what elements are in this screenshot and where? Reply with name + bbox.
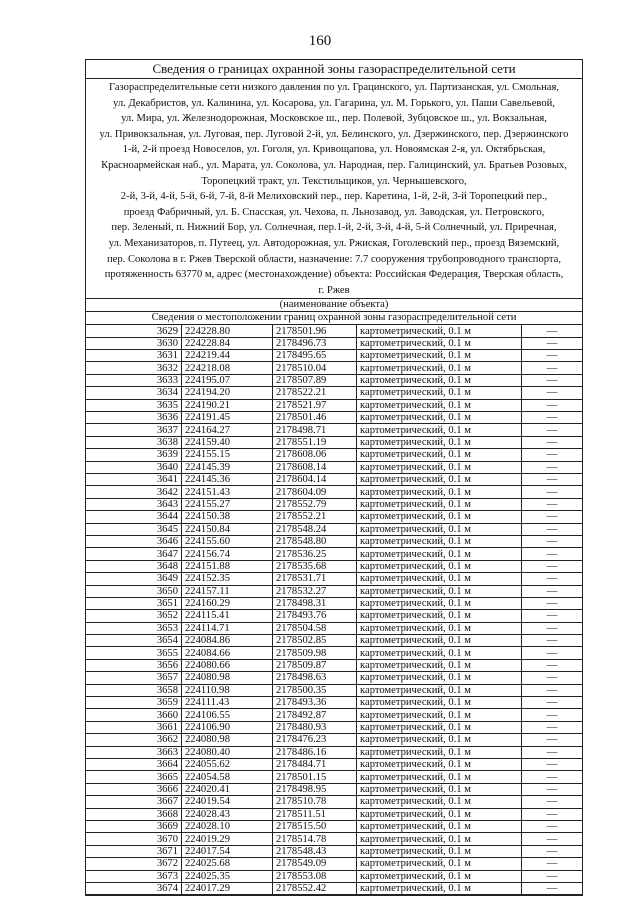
table-row bbox=[86, 350, 582, 362]
point-number-cell: 3630 bbox=[86, 337, 182, 349]
extra-cell: — bbox=[522, 610, 583, 622]
method-cell: картометрический, 0.1 м bbox=[357, 882, 522, 894]
y-coordinate-cell: 2178507.89 bbox=[273, 374, 357, 386]
method-cell: картометрический, 0.1 м bbox=[357, 746, 522, 758]
object-description bbox=[86, 79, 582, 298]
table-row bbox=[86, 858, 582, 870]
x-coordinate-cell: 224111.43 bbox=[182, 697, 273, 709]
x-coordinate-cell: 224020.41 bbox=[182, 783, 273, 795]
y-coordinate-cell: 2178500.35 bbox=[273, 684, 357, 696]
method-cell: картометрический, 0.1 м bbox=[357, 721, 522, 733]
point-number-cell: 3662 bbox=[86, 734, 182, 746]
method-cell: картометрический, 0.1 м bbox=[357, 325, 522, 337]
extra-cell: — bbox=[522, 412, 583, 424]
page-number: 160 bbox=[308, 33, 332, 49]
extra-cell: — bbox=[522, 560, 583, 572]
y-coordinate-cell: 2178531.71 bbox=[273, 573, 357, 585]
method-cell: картометрический, 0.1 м bbox=[357, 474, 522, 486]
table-row bbox=[86, 560, 582, 572]
extra-cell: — bbox=[522, 498, 583, 510]
point-number-cell: 3655 bbox=[86, 647, 182, 659]
y-coordinate-cell: 2178522.21 bbox=[273, 387, 357, 399]
table-row bbox=[86, 399, 582, 411]
method-cell: картометрический, 0.1 м bbox=[357, 647, 522, 659]
table-row bbox=[86, 498, 582, 510]
document-box bbox=[85, 59, 583, 896]
method-cell: картометрический, 0.1 м bbox=[357, 758, 522, 770]
extra-cell: — bbox=[522, 647, 583, 659]
method-cell: картометрический, 0.1 м bbox=[357, 734, 522, 746]
point-number-cell: 3657 bbox=[86, 672, 182, 684]
table-row bbox=[86, 783, 582, 795]
point-number-cell: 3671 bbox=[86, 845, 182, 857]
y-coordinate-cell: 2178548.43 bbox=[273, 845, 357, 857]
x-coordinate-cell: 224106.55 bbox=[182, 709, 273, 721]
y-coordinate-cell: 2178548.80 bbox=[273, 535, 357, 547]
extra-cell: — bbox=[522, 325, 583, 337]
extra-cell: — bbox=[522, 808, 583, 820]
description-line: Торопецкий тракт, ул. Текстильщиков, ул. Чернышевского, bbox=[201, 175, 467, 187]
table-row bbox=[86, 635, 582, 647]
y-coordinate-cell: 2178501.96 bbox=[273, 325, 357, 337]
description-line: Газораспределительные сети низкого давления по ул. Грацинского, ул. Партизанская, ул. Смольная, bbox=[108, 82, 560, 93]
method-cell: картометрический, 0.1 м bbox=[357, 461, 522, 473]
extra-cell: — bbox=[522, 783, 583, 795]
point-number-cell: 3663 bbox=[86, 746, 182, 758]
point-number-cell: 3632 bbox=[86, 362, 182, 374]
x-coordinate-cell: 224054.58 bbox=[182, 771, 273, 783]
x-coordinate-cell: 224084.86 bbox=[182, 635, 273, 647]
method-cell: картометрический, 0.1 м bbox=[357, 635, 522, 647]
point-number-cell: 3635 bbox=[86, 399, 182, 411]
x-coordinate-cell: 224084.66 bbox=[182, 647, 273, 659]
point-number-cell: 3666 bbox=[86, 783, 182, 795]
y-coordinate-cell: 2178521.97 bbox=[273, 399, 357, 411]
table-row bbox=[86, 758, 582, 770]
point-number-cell: 3668 bbox=[86, 808, 182, 820]
point-number-cell: 3642 bbox=[86, 486, 182, 498]
point-number-cell: 3652 bbox=[86, 610, 182, 622]
table-row bbox=[86, 486, 582, 498]
y-coordinate-cell: 2178553.08 bbox=[273, 870, 357, 882]
x-coordinate-cell: 224028.43 bbox=[182, 808, 273, 820]
x-coordinate-cell: 224151.88 bbox=[182, 560, 273, 572]
x-coordinate-cell: 224019.29 bbox=[182, 833, 273, 845]
table-row bbox=[86, 672, 582, 684]
table-row bbox=[86, 833, 582, 845]
y-coordinate-cell: 2178510.78 bbox=[273, 796, 357, 808]
point-number-cell: 3639 bbox=[86, 449, 182, 461]
table-row bbox=[86, 374, 582, 386]
method-cell: картометрический, 0.1 м bbox=[357, 511, 522, 523]
y-coordinate-cell: 2178504.58 bbox=[273, 622, 357, 634]
table-row bbox=[86, 771, 582, 783]
extra-cell: — bbox=[522, 771, 583, 783]
y-coordinate-cell: 2178501.46 bbox=[273, 412, 357, 424]
table-row bbox=[86, 734, 582, 746]
table-row bbox=[86, 622, 582, 634]
x-coordinate-cell: 224115.41 bbox=[182, 610, 273, 622]
x-coordinate-cell: 224219.44 bbox=[182, 350, 273, 362]
method-cell: картометрический, 0.1 м bbox=[357, 498, 522, 510]
description-line: Красноармейская наб., ул. Марата, ул. Соколова, ул. Народная, пер. Галицинский, ул. Братьев Розовых, bbox=[101, 159, 567, 171]
method-cell: картометрический, 0.1 м bbox=[357, 783, 522, 795]
table-row bbox=[86, 746, 582, 758]
y-coordinate-cell: 2178511.51 bbox=[273, 808, 357, 820]
table-row bbox=[86, 573, 582, 585]
x-coordinate-cell: 224159.40 bbox=[182, 436, 273, 448]
y-coordinate-cell: 2178510.04 bbox=[273, 362, 357, 374]
method-cell: картометрический, 0.1 м bbox=[357, 449, 522, 461]
point-number-cell: 3636 bbox=[86, 412, 182, 424]
point-number-cell: 3640 bbox=[86, 461, 182, 473]
table-row bbox=[86, 845, 582, 857]
point-number-cell: 3641 bbox=[86, 474, 182, 486]
extra-cell: — bbox=[522, 858, 583, 870]
point-number-cell: 3646 bbox=[86, 535, 182, 547]
extra-cell: — bbox=[522, 870, 583, 882]
point-number-cell: 3670 bbox=[86, 833, 182, 845]
y-coordinate-cell: 2178535.68 bbox=[273, 560, 357, 572]
extra-cell: — bbox=[522, 486, 583, 498]
extra-cell: — bbox=[522, 511, 583, 523]
x-coordinate-cell: 224156.74 bbox=[182, 548, 273, 560]
point-number-cell: 3634 bbox=[86, 387, 182, 399]
table-row bbox=[86, 449, 582, 461]
table-row bbox=[86, 597, 582, 609]
table-row bbox=[86, 684, 582, 696]
point-number-cell: 3672 bbox=[86, 858, 182, 870]
description-line: г. Ржев bbox=[318, 284, 350, 296]
extra-cell: — bbox=[522, 758, 583, 770]
y-coordinate-cell: 2178548.24 bbox=[273, 523, 357, 535]
extra-cell: — bbox=[522, 585, 583, 597]
extra-cell: — bbox=[522, 833, 583, 845]
method-cell: картометрический, 0.1 м bbox=[357, 659, 522, 671]
table-row bbox=[86, 870, 582, 882]
x-coordinate-cell: 224160.29 bbox=[182, 597, 273, 609]
y-coordinate-cell: 2178608.06 bbox=[273, 449, 357, 461]
description-line: ул. Мира, ул. Железнодорожная, Московское ш., пер. Полевой, Зубцовское ш., ул. Вокзальная, bbox=[121, 113, 547, 125]
x-coordinate-cell: 224164.27 bbox=[182, 424, 273, 436]
method-cell: картометрический, 0.1 м bbox=[357, 337, 522, 349]
point-number-cell: 3659 bbox=[86, 697, 182, 709]
extra-cell: — bbox=[522, 746, 583, 758]
y-coordinate-cell: 2178492.87 bbox=[273, 709, 357, 721]
table-row bbox=[86, 325, 582, 337]
extra-cell: — bbox=[522, 882, 583, 894]
extra-cell: — bbox=[522, 548, 583, 560]
description-line: 1-й, 2-й проезд Новоселов, ул. Гоголя, ул. Кривощапова, ул. Новоямская 2-я, ул. Октябрьская, bbox=[122, 144, 546, 156]
y-coordinate-cell: 2178498.63 bbox=[273, 672, 357, 684]
table-row bbox=[86, 412, 582, 424]
table-row bbox=[86, 424, 582, 436]
x-coordinate-cell: 224080.66 bbox=[182, 659, 273, 671]
extra-cell: — bbox=[522, 597, 583, 609]
table-row bbox=[86, 820, 582, 832]
table-row bbox=[86, 337, 582, 349]
method-cell: картометрический, 0.1 м bbox=[357, 870, 522, 882]
y-coordinate-cell: 2178502.85 bbox=[273, 635, 357, 647]
x-coordinate-cell: 224080.40 bbox=[182, 746, 273, 758]
y-coordinate-cell: 2178532.27 bbox=[273, 585, 357, 597]
y-coordinate-cell: 2178498.95 bbox=[273, 783, 357, 795]
description-line: проезд Фабричный, ул. Б. Спасская, ул. Чехова, п. Льнозавод, ул. Заводская, ул. Петровского, bbox=[123, 206, 545, 218]
method-cell: картометрический, 0.1 м bbox=[357, 362, 522, 374]
method-cell: картометрический, 0.1 м bbox=[357, 585, 522, 597]
x-coordinate-cell: 224194.20 bbox=[182, 387, 273, 399]
table-row bbox=[86, 882, 582, 894]
point-number-cell: 3643 bbox=[86, 498, 182, 510]
table-row bbox=[86, 659, 582, 671]
extra-cell: — bbox=[522, 734, 583, 746]
table-row bbox=[86, 721, 582, 733]
point-number-cell: 3654 bbox=[86, 635, 182, 647]
table-row bbox=[86, 796, 582, 808]
method-cell: картометрический, 0.1 м bbox=[357, 820, 522, 832]
point-number-cell: 3660 bbox=[86, 709, 182, 721]
method-cell: картометрический, 0.1 м bbox=[357, 399, 522, 411]
x-coordinate-cell: 224106.90 bbox=[182, 721, 273, 733]
point-number-cell: 3638 bbox=[86, 436, 182, 448]
extra-cell: — bbox=[522, 535, 583, 547]
extra-cell: — bbox=[522, 387, 583, 399]
point-number-cell: 3665 bbox=[86, 771, 182, 783]
description-line: ул. Механизаторов, п. Путеец, ул. Автодорожная, ул. Ржиская, Гоголевский пер., проезд Вяземский, bbox=[108, 237, 560, 249]
x-coordinate-cell: 224080.98 bbox=[182, 672, 273, 684]
x-coordinate-cell: 224155.60 bbox=[182, 535, 273, 547]
table-row bbox=[86, 610, 582, 622]
method-cell: картометрический, 0.1 м bbox=[357, 672, 522, 684]
extra-cell: — bbox=[522, 659, 583, 671]
x-coordinate-cell: 224019.54 bbox=[182, 796, 273, 808]
x-coordinate-cell: 224191.45 bbox=[182, 412, 273, 424]
table-row bbox=[86, 535, 582, 547]
method-cell: картометрический, 0.1 м bbox=[357, 436, 522, 448]
method-cell: картометрический, 0.1 м bbox=[357, 597, 522, 609]
y-coordinate-cell: 2178536.25 bbox=[273, 548, 357, 560]
y-coordinate-cell: 2178495.65 bbox=[273, 350, 357, 362]
extra-cell: — bbox=[522, 436, 583, 448]
point-number-cell: 3674 bbox=[86, 882, 182, 894]
point-number-cell: 3644 bbox=[86, 511, 182, 523]
x-coordinate-cell: 224190.21 bbox=[182, 399, 273, 411]
x-coordinate-cell: 224110.98 bbox=[182, 684, 273, 696]
method-cell: картометрический, 0.1 м bbox=[357, 858, 522, 870]
coordinates-table bbox=[86, 324, 582, 895]
x-coordinate-cell: 224080.98 bbox=[182, 734, 273, 746]
x-coordinate-cell: 224028.10 bbox=[182, 820, 273, 832]
method-cell: картометрический, 0.1 м bbox=[357, 350, 522, 362]
extra-cell: — bbox=[522, 796, 583, 808]
extra-cell: — bbox=[522, 697, 583, 709]
point-number-cell: 3669 bbox=[86, 820, 182, 832]
point-number-cell: 3633 bbox=[86, 374, 182, 386]
y-coordinate-cell: 2178552.79 bbox=[273, 498, 357, 510]
point-number-cell: 3631 bbox=[86, 350, 182, 362]
point-number-cell: 3651 bbox=[86, 597, 182, 609]
description-line: ул. Декабристов, ул. Калинина, ул. Косарова, ул. Гагарина, ул. М. Горького, ул. Паши Савельевой, bbox=[113, 97, 555, 109]
extra-cell: — bbox=[522, 449, 583, 461]
extra-cell: — bbox=[522, 337, 583, 349]
y-coordinate-cell: 2178480.93 bbox=[273, 721, 357, 733]
point-number-cell: 3629 bbox=[86, 325, 182, 337]
description-line: пер. Зеленый, п. Нижний Бор, ул. Солнечная, пер.1-й, 2-й, 3-й, 4-й, 5-й Солнечный, ул. Приречная, bbox=[111, 222, 557, 234]
description-line: 2-й, 3-й, 4-й, 5-й, 6-й, 7-й, 8-й Мелиховский пер., пер. Каретина, 1-й, 2-й, 3-й Торопецкий пер., bbox=[120, 191, 548, 203]
point-number-cell: 3661 bbox=[86, 721, 182, 733]
table-row bbox=[86, 461, 582, 473]
extra-cell: — bbox=[522, 374, 583, 386]
table-row bbox=[86, 511, 582, 523]
x-coordinate-cell: 224228.84 bbox=[182, 337, 273, 349]
extra-cell: — bbox=[522, 622, 583, 634]
x-coordinate-cell: 224150.84 bbox=[182, 523, 273, 535]
point-number-cell: 3667 bbox=[86, 796, 182, 808]
method-cell: картометрический, 0.1 м bbox=[357, 486, 522, 498]
y-coordinate-cell: 2178498.31 bbox=[273, 597, 357, 609]
extra-cell: — bbox=[522, 350, 583, 362]
extra-cell: — bbox=[522, 672, 583, 684]
table-row bbox=[86, 709, 582, 721]
x-coordinate-cell: 224195.07 bbox=[182, 374, 273, 386]
point-number-cell: 3653 bbox=[86, 622, 182, 634]
x-coordinate-cell: 224152.35 bbox=[182, 573, 273, 585]
point-number-cell: 3637 bbox=[86, 424, 182, 436]
point-number-cell: 3656 bbox=[86, 659, 182, 671]
point-number-cell: 3648 bbox=[86, 560, 182, 572]
description-line: ул. Привокзальная, ул. Луговая, пер. Луговой 2-й, ул. Белинского, ул. Дзержинского, пер. Дзержинского bbox=[99, 128, 569, 140]
y-coordinate-cell: 2178496.73 bbox=[273, 337, 357, 349]
object-name-note: (наименование объекта) bbox=[86, 298, 582, 311]
y-coordinate-cell: 2178476.23 bbox=[273, 734, 357, 746]
y-coordinate-cell: 2178515.50 bbox=[273, 820, 357, 832]
x-coordinate-cell: 224145.39 bbox=[182, 461, 273, 473]
point-number-cell: 3645 bbox=[86, 523, 182, 535]
method-cell: картометрический, 0.1 м bbox=[357, 709, 522, 721]
method-cell: картометрический, 0.1 м bbox=[357, 833, 522, 845]
x-coordinate-cell: 224017.54 bbox=[182, 845, 273, 857]
extra-cell: — bbox=[522, 845, 583, 857]
y-coordinate-cell: 2178486.16 bbox=[273, 746, 357, 758]
method-cell: картометрический, 0.1 м bbox=[357, 697, 522, 709]
extra-cell: — bbox=[522, 424, 583, 436]
y-coordinate-cell: 2178484.71 bbox=[273, 758, 357, 770]
table-row bbox=[86, 387, 582, 399]
y-coordinate-cell: 2178604.14 bbox=[273, 474, 357, 486]
method-cell: картометрический, 0.1 м bbox=[357, 845, 522, 857]
x-coordinate-cell: 224114.71 bbox=[182, 622, 273, 634]
point-number-cell: 3673 bbox=[86, 870, 182, 882]
method-cell: картометрический, 0.1 м bbox=[357, 684, 522, 696]
y-coordinate-cell: 2178493.76 bbox=[273, 610, 357, 622]
method-cell: картометрический, 0.1 м bbox=[357, 374, 522, 386]
y-coordinate-cell: 2178549.09 bbox=[273, 858, 357, 870]
y-coordinate-cell: 2178493.36 bbox=[273, 697, 357, 709]
y-coordinate-cell: 2178501.15 bbox=[273, 771, 357, 783]
y-coordinate-cell: 2178509.98 bbox=[273, 647, 357, 659]
table-row bbox=[86, 697, 582, 709]
extra-cell: — bbox=[522, 820, 583, 832]
y-coordinate-cell: 2178509.87 bbox=[273, 659, 357, 671]
method-cell: картометрический, 0.1 м bbox=[357, 523, 522, 535]
x-coordinate-cell: 224025.68 bbox=[182, 858, 273, 870]
table-row bbox=[86, 362, 582, 374]
method-cell: картометрический, 0.1 м bbox=[357, 548, 522, 560]
method-cell: картометрический, 0.1 м bbox=[357, 622, 522, 634]
extra-cell: — bbox=[522, 362, 583, 374]
point-number-cell: 3658 bbox=[86, 684, 182, 696]
extra-cell: — bbox=[522, 684, 583, 696]
section-title: Сведения о местоположении границ охранной зоны газораспределительной сети bbox=[86, 311, 582, 324]
x-coordinate-cell: 224151.43 bbox=[182, 486, 273, 498]
x-coordinate-cell: 224055.62 bbox=[182, 758, 273, 770]
extra-cell: — bbox=[522, 523, 583, 535]
method-cell: картометрический, 0.1 м bbox=[357, 560, 522, 572]
y-coordinate-cell: 2178552.21 bbox=[273, 511, 357, 523]
method-cell: картометрический, 0.1 м bbox=[357, 610, 522, 622]
table-row bbox=[86, 548, 582, 560]
x-coordinate-cell: 224228.80 bbox=[182, 325, 273, 337]
y-coordinate-cell: 2178498.71 bbox=[273, 424, 357, 436]
extra-cell: — bbox=[522, 474, 583, 486]
x-coordinate-cell: 224025.35 bbox=[182, 870, 273, 882]
description-line: протяженность 63770 м, адрес (местонахождение) объекта: Российская Федерация, Тверская область, bbox=[104, 269, 564, 281]
x-coordinate-cell: 224157.11 bbox=[182, 585, 273, 597]
table-row bbox=[86, 647, 582, 659]
method-cell: картометрический, 0.1 м bbox=[357, 535, 522, 547]
y-coordinate-cell: 2178608.14 bbox=[273, 461, 357, 473]
point-number-cell: 3647 bbox=[86, 548, 182, 560]
document-title: Сведения о границах охранной зоны газораспределительной сети bbox=[86, 60, 582, 79]
method-cell: картометрический, 0.1 м bbox=[357, 808, 522, 820]
extra-cell: — bbox=[522, 635, 583, 647]
table-row bbox=[86, 523, 582, 535]
y-coordinate-cell: 2178551.19 bbox=[273, 436, 357, 448]
table-row bbox=[86, 474, 582, 486]
point-number-cell: 3664 bbox=[86, 758, 182, 770]
table-row bbox=[86, 808, 582, 820]
y-coordinate-cell: 2178514.78 bbox=[273, 833, 357, 845]
x-coordinate-cell: 224155.15 bbox=[182, 449, 273, 461]
extra-cell: — bbox=[522, 573, 583, 585]
table-row bbox=[86, 436, 582, 448]
table-row bbox=[86, 585, 582, 597]
x-coordinate-cell: 224155.27 bbox=[182, 498, 273, 510]
x-coordinate-cell: 224145.36 bbox=[182, 474, 273, 486]
point-number-cell: 3650 bbox=[86, 585, 182, 597]
method-cell: картометрический, 0.1 м bbox=[357, 796, 522, 808]
description-line: пер. Соколова в г. Ржев Тверской области, назначение: 7.7 сооружения трубопроводного транспорта, bbox=[106, 253, 562, 265]
y-coordinate-cell: 2178552.42 bbox=[273, 882, 357, 894]
x-coordinate-cell: 224150.38 bbox=[182, 511, 273, 523]
extra-cell: — bbox=[522, 399, 583, 411]
x-coordinate-cell: 224218.08 bbox=[182, 362, 273, 374]
method-cell: картометрический, 0.1 м bbox=[357, 412, 522, 424]
method-cell: картометрический, 0.1 м bbox=[357, 771, 522, 783]
x-coordinate-cell: 224017.29 bbox=[182, 882, 273, 894]
y-coordinate-cell: 2178604.09 bbox=[273, 486, 357, 498]
extra-cell: — bbox=[522, 721, 583, 733]
extra-cell: — bbox=[522, 461, 583, 473]
method-cell: картометрический, 0.1 м bbox=[357, 424, 522, 436]
point-number-cell: 3649 bbox=[86, 573, 182, 585]
method-cell: картометрический, 0.1 м bbox=[357, 387, 522, 399]
extra-cell: — bbox=[522, 709, 583, 721]
method-cell: картометрический, 0.1 м bbox=[357, 573, 522, 585]
